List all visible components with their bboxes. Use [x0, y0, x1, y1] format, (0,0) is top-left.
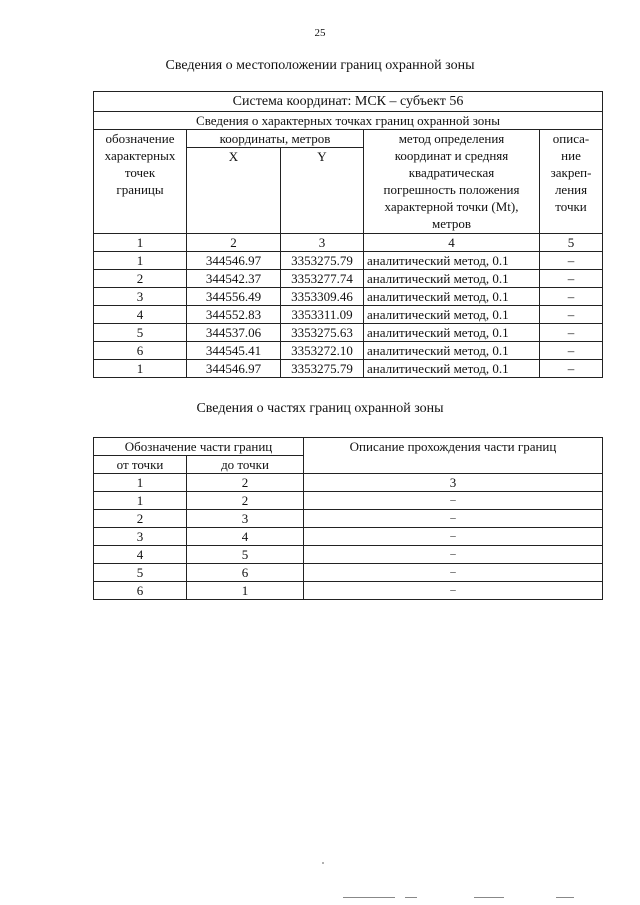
- table-row: [94, 288, 603, 306]
- to-point-cell: 3: [187, 510, 304, 528]
- from-point-cell: 3: [94, 528, 187, 546]
- coordinates-header: координаты, метров: [187, 130, 364, 148]
- description-cell: –: [540, 270, 603, 288]
- boundary-points-table: [93, 91, 603, 378]
- column-number: 1: [94, 234, 187, 252]
- description-cell: –: [540, 342, 603, 360]
- description-cell: –: [304, 546, 603, 564]
- method-cell: аналитический метод, 0.1: [364, 288, 540, 306]
- from-point-cell: 4: [94, 546, 187, 564]
- x-header: X: [187, 148, 281, 234]
- method-cell: аналитический метод, 0.1: [364, 324, 540, 342]
- scan-artifact: [343, 897, 395, 898]
- scan-artifact: [405, 897, 417, 898]
- table-row: [94, 582, 603, 600]
- y-cell: 3353275.63: [281, 324, 364, 342]
- table-row: [94, 270, 603, 288]
- description-cell: –: [540, 360, 603, 378]
- x-cell: 344556.49: [187, 288, 281, 306]
- column-number: 2: [187, 474, 304, 492]
- boundary-parts-table: [93, 437, 603, 600]
- section-title-boundary-parts: Сведения о частях границ охранной зоны: [196, 401, 444, 416]
- method-cell: аналитический метод, 0.1: [364, 252, 540, 270]
- method-cell: аналитический метод, 0.1: [364, 342, 540, 360]
- to-point-cell: 6: [187, 564, 304, 582]
- column-number: 3: [281, 234, 364, 252]
- description-cell: –: [540, 252, 603, 270]
- y-cell: 3353311.09: [281, 306, 364, 324]
- x-cell: 344537.06: [187, 324, 281, 342]
- table-row: [94, 324, 603, 342]
- x-cell: 344552.83: [187, 306, 281, 324]
- y-cell: 3353275.79: [281, 360, 364, 378]
- point-cell: 6: [94, 342, 187, 360]
- from-point-cell: 5: [94, 564, 187, 582]
- description-cell: –: [304, 528, 603, 546]
- table-row: [94, 492, 603, 510]
- column-number: 3: [304, 474, 603, 492]
- point-description-header: описа- ние закреп- ления точки: [540, 130, 603, 234]
- part-designation-header: Обозначение части границ: [94, 438, 304, 456]
- from-point-cell: 2: [94, 510, 187, 528]
- description-cell: –: [304, 564, 603, 582]
- x-cell: 344542.37: [187, 270, 281, 288]
- point-cell: 1: [94, 360, 187, 378]
- x-cell: 344545.41: [187, 342, 281, 360]
- table-row: [94, 252, 603, 270]
- y-cell: 3353277.74: [281, 270, 364, 288]
- part-description-header: Описание прохождения части границ: [304, 438, 603, 474]
- point-cell: 1: [94, 252, 187, 270]
- table-row: [94, 306, 603, 324]
- to-point-cell: 5: [187, 546, 304, 564]
- table-row: [94, 564, 603, 582]
- y-cell: 3353309.46: [281, 288, 364, 306]
- point-cell: 4: [94, 306, 187, 324]
- scan-artifact: [322, 862, 324, 864]
- description-cell: –: [304, 492, 603, 510]
- table-row: [94, 342, 603, 360]
- section-title-boundary-location: Сведения о местоположении границ охранной зоны: [165, 58, 475, 73]
- method-cell: аналитический метод, 0.1: [364, 306, 540, 324]
- table-row: [94, 360, 603, 378]
- to-point-header: до точки: [187, 456, 304, 474]
- table-row: [94, 510, 603, 528]
- column-number: 1: [94, 474, 187, 492]
- coordinate-system-header: Система координат: МСК – субъект 56: [94, 92, 603, 112]
- description-cell: –: [540, 288, 603, 306]
- method-cell: аналитический метод, 0.1: [364, 360, 540, 378]
- point-cell: 3: [94, 288, 187, 306]
- point-cell: 2: [94, 270, 187, 288]
- method-header: метод определения координат и средняя квадратическая погрешность положения характерной точки (Mt), метров: [364, 130, 540, 234]
- x-cell: 344546.97: [187, 252, 281, 270]
- method-cell: аналитический метод, 0.1: [364, 270, 540, 288]
- column-number: 2: [187, 234, 281, 252]
- to-point-cell: 4: [187, 528, 304, 546]
- column-number: 5: [540, 234, 603, 252]
- description-cell: –: [540, 324, 603, 342]
- scan-artifact: [474, 897, 504, 898]
- to-point-cell: 1: [187, 582, 304, 600]
- designation-header: обозначение характерных точек границы: [94, 130, 187, 234]
- page-number: 25: [314, 27, 326, 39]
- points-subtitle-header: Сведения о характерных точках границ охранной зоны: [94, 112, 603, 130]
- table-row: [94, 546, 603, 564]
- y-header: Y: [281, 148, 364, 234]
- x-cell: 344546.97: [187, 360, 281, 378]
- description-cell: –: [304, 510, 603, 528]
- scan-artifact: [556, 897, 574, 898]
- description-cell: –: [304, 582, 603, 600]
- from-point-cell: 1: [94, 492, 187, 510]
- table-row: [94, 528, 603, 546]
- column-number: 4: [364, 234, 540, 252]
- point-cell: 5: [94, 324, 187, 342]
- y-cell: 3353275.79: [281, 252, 364, 270]
- description-cell: –: [540, 306, 603, 324]
- to-point-cell: 2: [187, 492, 304, 510]
- from-point-cell: 6: [94, 582, 187, 600]
- from-point-header: от точки: [94, 456, 187, 474]
- y-cell: 3353272.10: [281, 342, 364, 360]
